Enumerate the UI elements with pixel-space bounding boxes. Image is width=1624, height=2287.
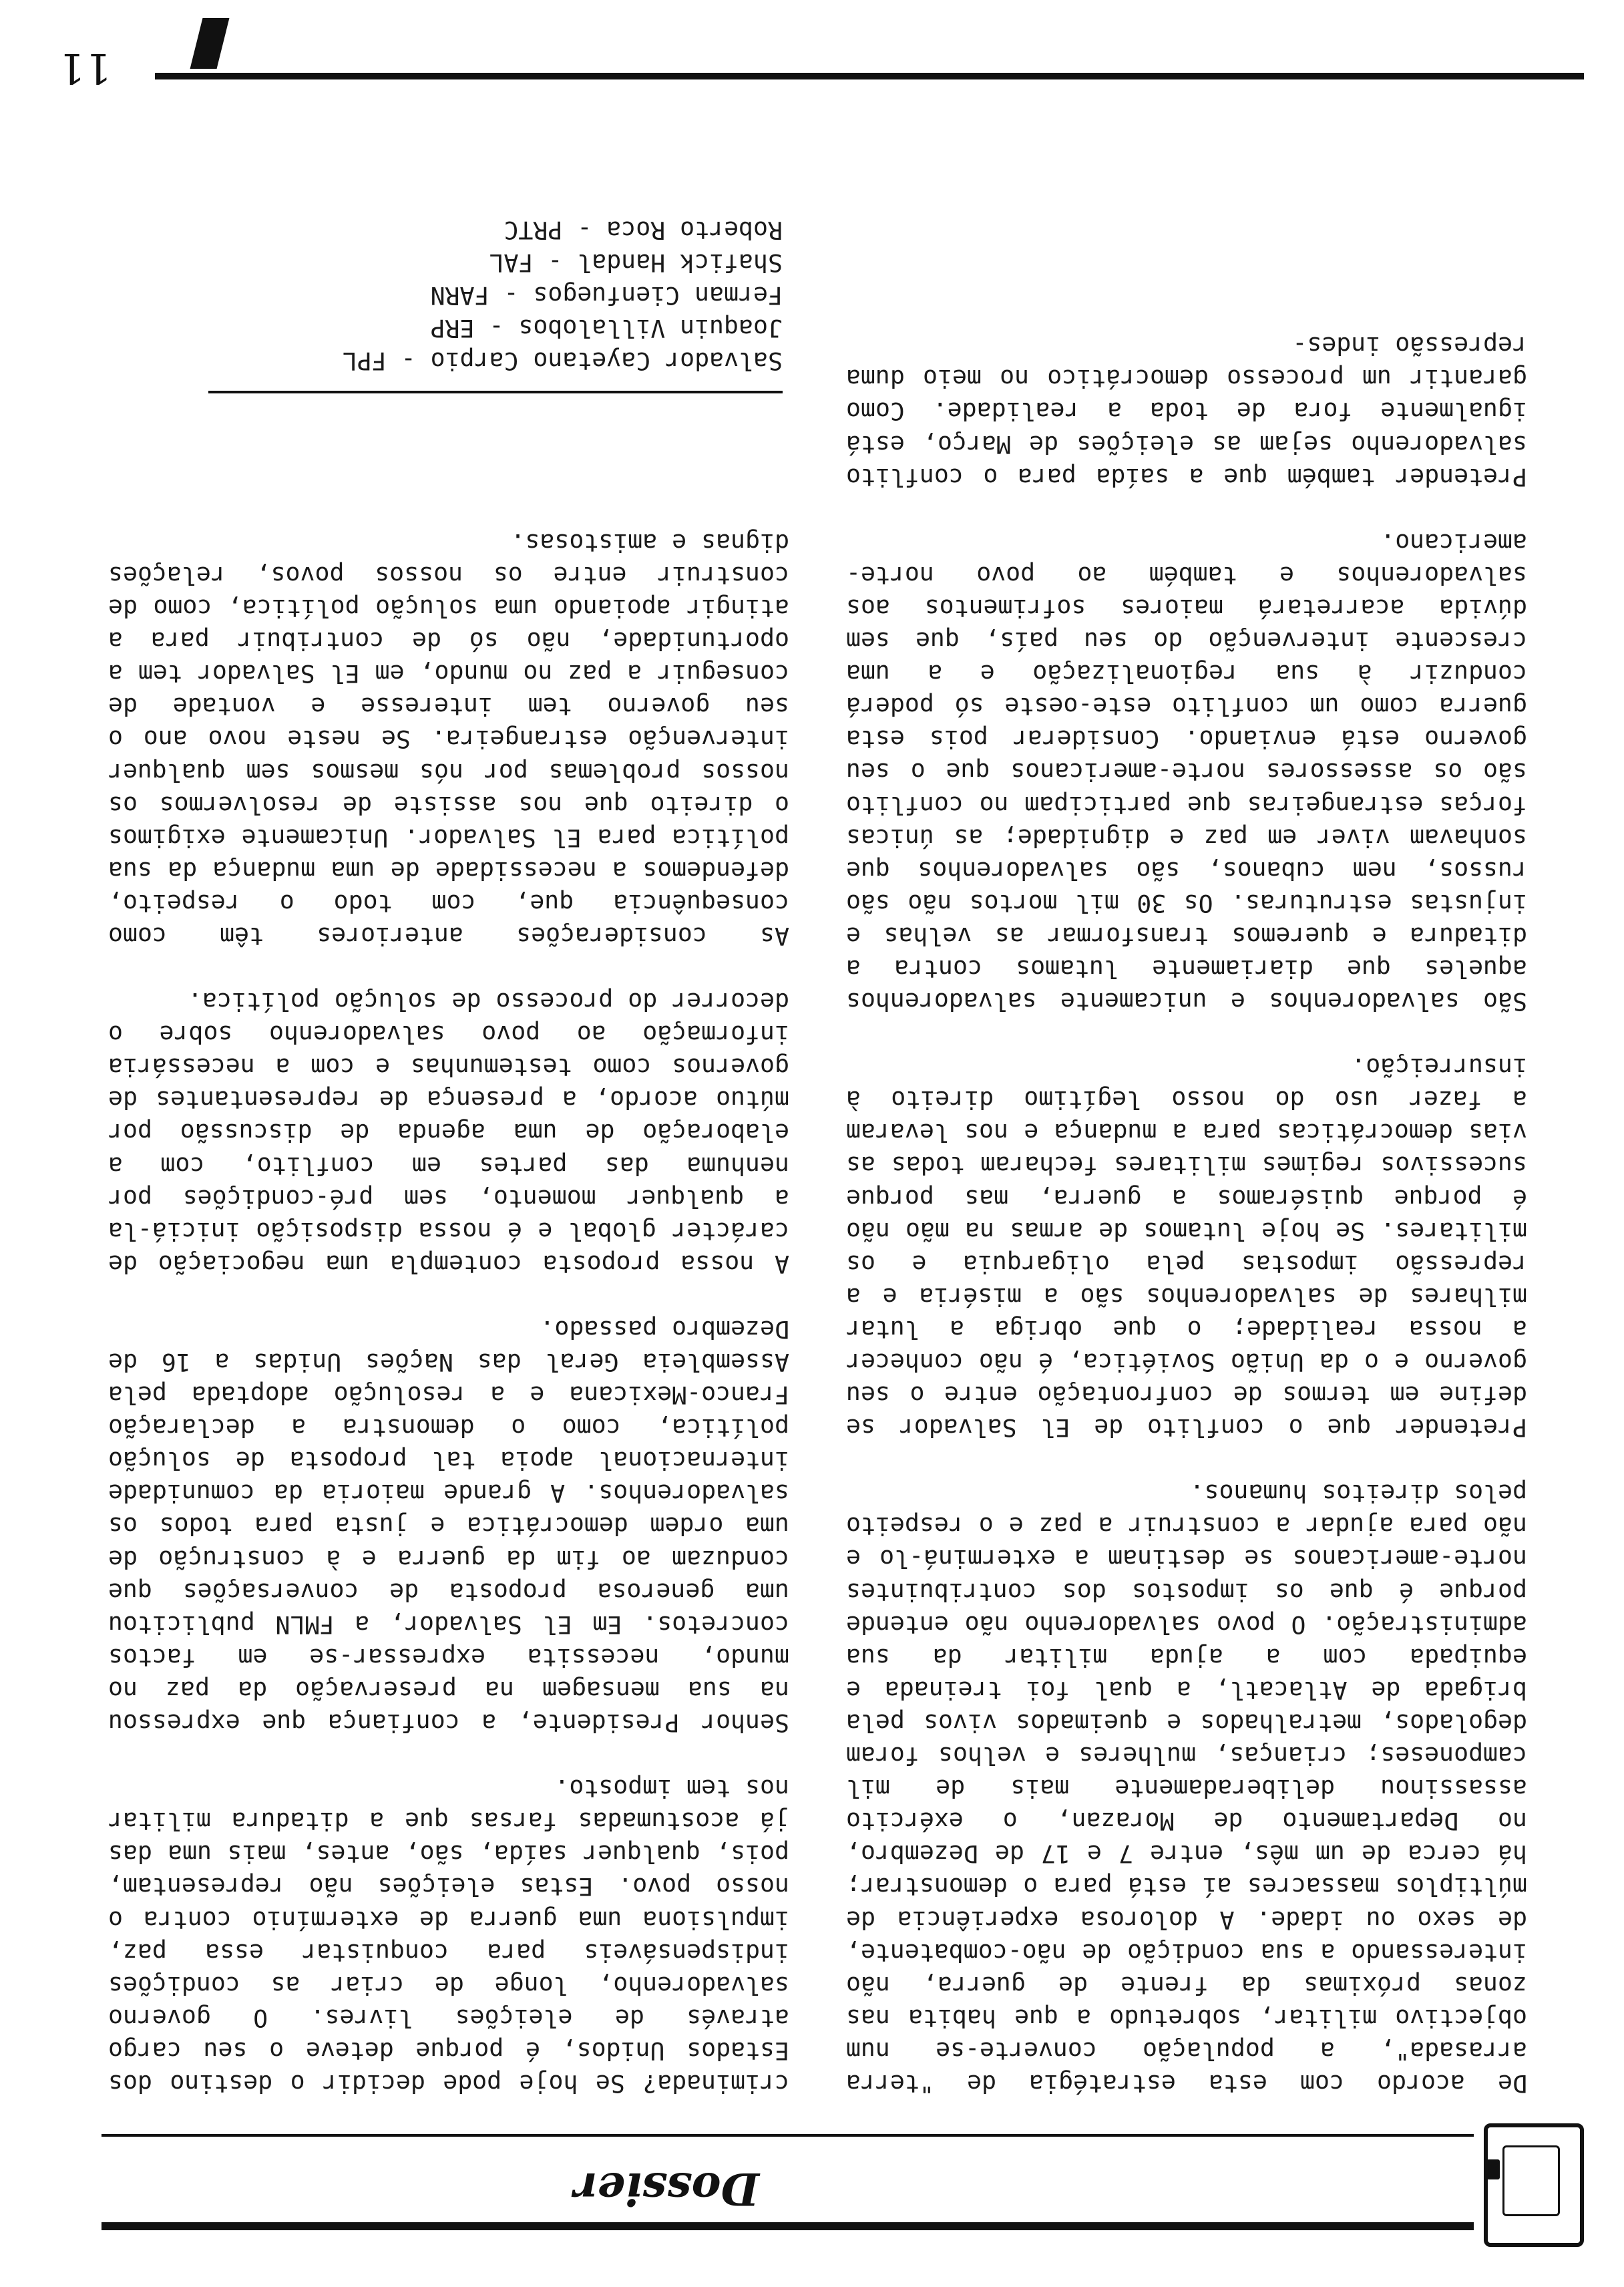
paragraph: Pretender que o conflito de El Salvador se define em termos de confrontação entre o seu governo e o da União Soviética, é não conhecer a nossa realidade; o que obriga a lutar milhares de salvadorenhos são a miséria e a repressão impostas pela oligarquia e os militares. Se hoje lutamos de armas na mão não é porque quiséramos a guerra, mas porque sucessivos regimes militares fecharam todas as vias democráticas para a mudança e nos levaram a fazer uso do nosso legítimo direito à insurreição. <box>846 1053 1527 1443</box>
logo-inner-frame <box>1502 2145 1560 2216</box>
signature-rule <box>208 391 783 393</box>
section-title: Dossier <box>574 2163 759 2215</box>
paragraph: De acordo com esta estratégia de "terra arrasada", a população converte-se num objectivo militar, sobretudo a que habita nas zonas próximas da frente de guerra, não interessando a sua condição de não-combatente, de sexo ou idade. A dolorosa experiência de múltiplos massacres aí está para o demonstrar; há cerca de um mês, entre 7 e 17 de Dezembro, no Departamento de Morazan, o exército assassinou deliberadamente mais de mil camponeses; crianças, mulheres e velhos foram degolados, metralhados e queimados vivos pela brigada de Atlacatl, a qual foi treinada e equipada com a ajuda militar da sua administração. O povo salvadorenho não entende porque é que os impostos dos contribuintes norte-americanos se destinam a exterminá-lo e não para ajudar a construir a paz e o respeito pelos direitos humanos. <box>846 1479 1527 2098</box>
header-rule-top <box>102 2222 1474 2230</box>
paragraph: Pretender também que a saída para o conflito salvadorenho sejam as eleições de Março, está igualmente fora de toda a realidade. Como garantir um processo democrático no meio duma repressão indes- <box>846 331 1527 492</box>
paragraph: criminada? Se hoje pode decidir o destino dos Estados Unidos, é porque deteve o seu cargo através de eleições livres. O governo salvadorenho, longe de criar as condições indispensáveis para conquistar essa paz, impulsiona uma guerra de extermínio contra o nosso povo. Estas eleições não representam, pois, qualquer saída, são, antes, mais uma das já acostumadas farsas que a ditadura militar nos tem imposto. <box>108 1774 789 2098</box>
footer-rule <box>155 73 1584 79</box>
paragraph: As considerações anteriores têm como consequência que, com todo o respeito, defendemos a necessidade de uma mudança da sua política para El Salvador. Unicamente exigimos o direito que nos assiste de resolvermos os nossos problemas por nós mesmos sem qualquer intervenção estrangeira. Se neste novo ano o seu governo tem interesse e vontade de conseguir a paz no mundo, em El Salvador tem a oportunidade, não só de contribuir para a atingir apoiando uma solução política, como de construir entre os nossos povos, relações dignas e amistosas. <box>108 528 789 950</box>
signature-block <box>148 214 783 393</box>
dossier-logo <box>1484 2123 1584 2247</box>
article-body <box>0 136 1624 2100</box>
header-rule-bottom <box>102 2134 1474 2137</box>
signature-line: Shafick Handal - FAL <box>489 248 783 277</box>
logo-handle <box>1486 2159 1500 2179</box>
signature-line: Joaquin Villalobos - ERP <box>430 314 783 343</box>
signature-line: Ferman Cienfuegos - FARN <box>430 281 783 310</box>
paragraph: A nossa proposta contempla uma negociação de carácter global e é nossa disposição iniciá-la a qualquer momento, sem pré-condições por nenhuma das partes em conflito, com a elaboração de uma agenda de discussão por mútuo acordo, a presença de representantes de governos como testemunhas e com a necessária informação ao povo salvadorenho sobre o decorrer do processo de solução política. <box>108 987 789 1278</box>
page-header <box>102 2120 1584 2247</box>
right-column <box>108 526 789 2100</box>
signature-line: Salvador Cayetano Carpio - FPL <box>342 347 783 375</box>
paragraph: São salvadorenhos e unicamente salvadorenhos aqueles que diariamente lutamos contra a ditadura e queremos transformar as velhas e injustas estruturas. Os 30 mil mortos não são russos, nem cubanos, são salvadorenhos que sonhavam viver em paz e dignidade; as únicas forças estrangeiras que participam no conflito são os assessores norte-americanos que o seu governo está enviando. Considerar pois esta guerra como um conflito este-oeste só poderá conduzir à sua regionalização e a uma crescente intervenção do seu país, que sem dúvida acarretará maiores sofrimentos aos salvadorenhos e também ao povo norte-americano. <box>846 528 1527 1017</box>
left-column <box>846 329 1527 2100</box>
page-footer <box>55 33 1584 93</box>
paragraph: Senhor Presidente, a confiança que expressou na sua mensagem na preservação da paz no mundo, necessita expressar-se em factos concretos. Em El Salvador, a FMLN publicitou uma generosa proposta de conversações que conduzam ao fim da guerra e à construção de uma ordem democrática e justa para todos os salvadorenhos. A grande maioria da comunidade internacional apoia tal proposta de solução política, como o demonstra a declaração Franco-Mexicana e a resolução adoptada pela Assembleia Geral das Nações Unidas a 16 de Dezembro passado. <box>108 1314 789 1738</box>
footer-marker <box>190 18 230 69</box>
page-number: 11 <box>59 44 112 93</box>
signature-line: Roberto Roca - PRTC <box>503 216 783 244</box>
